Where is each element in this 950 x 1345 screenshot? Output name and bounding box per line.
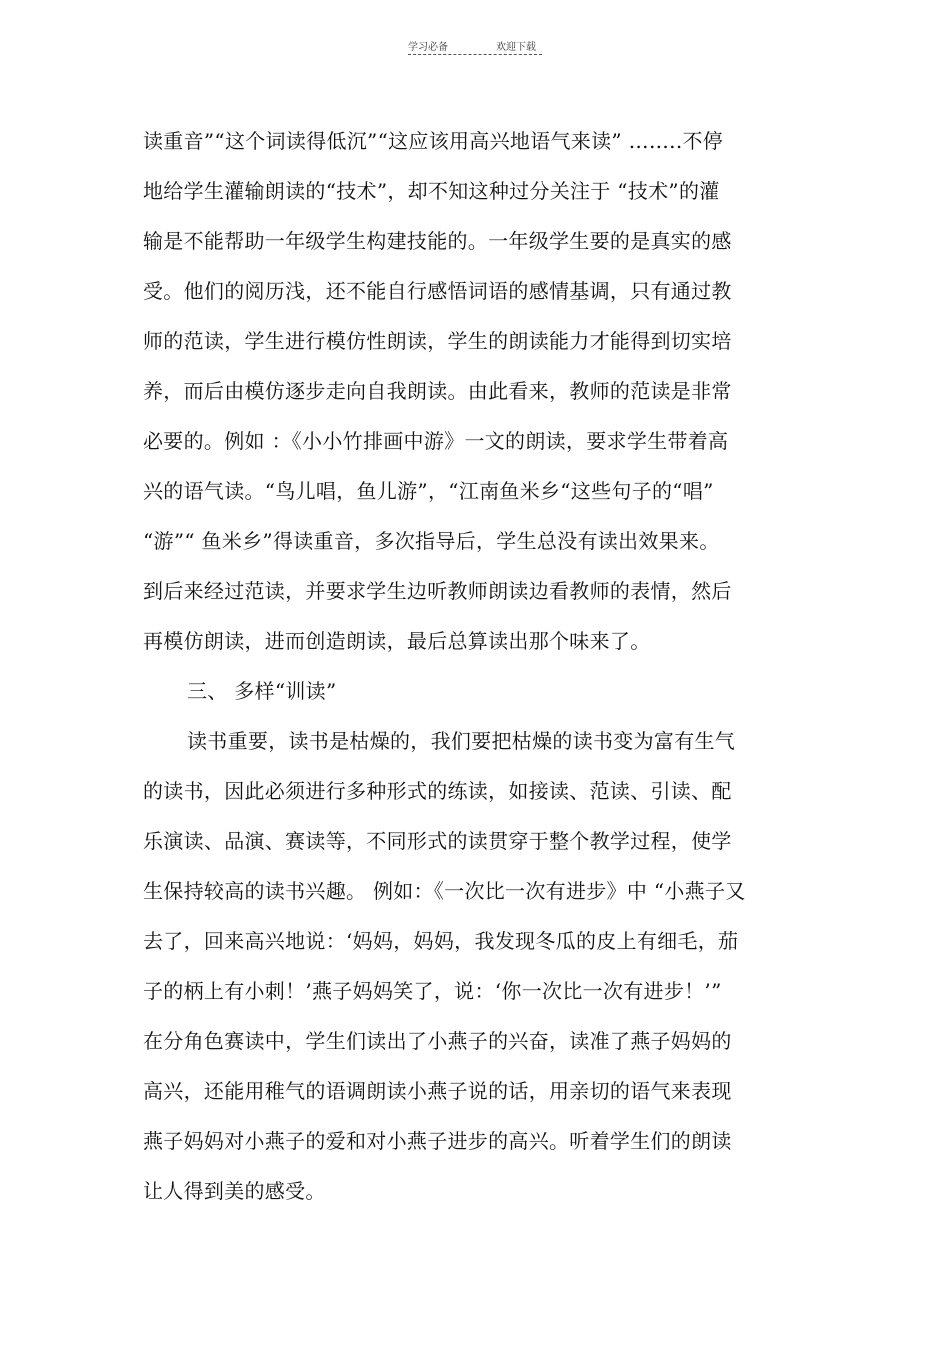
header-right-text: 欢迎下载 bbox=[496, 42, 536, 53]
text-line: 受。他们的阅历浅，还不能自行感悟词语的感情基调，只有通过教 bbox=[143, 279, 732, 303]
text-line: 读重音”“这个词读得低沉”“这应该用高兴地语气来读” ……..不停 bbox=[143, 129, 724, 153]
section-heading: 三、 多样“训读” bbox=[187, 679, 337, 703]
text-line: “游”“ 鱼米乡”得读重音，多次指导后，学生总没有读出效果来。 bbox=[143, 529, 720, 553]
text-line: 师的范读，学生进行模仿性朗读，学生的朗读能力才能得到切实培 bbox=[143, 329, 732, 353]
text-line: 高兴，还能用稚气的语调朗读小燕子说的话，用亲切的语气来表现 bbox=[143, 1079, 732, 1103]
text-line: 燕子妈妈对小燕子的爱和对小燕子进步的高兴。听着学生们的朗读 bbox=[143, 1129, 732, 1153]
text-line: 必要的。例如 ：《小小竹排画中游》一文的朗读，要求学生带着高 bbox=[143, 429, 729, 453]
text-line: 到后来经过范读，并要求学生边听教师朗读边看教师的表情，然后 bbox=[143, 579, 732, 603]
paragraph-first-line: 读书重要，读书是枯燥的，我们要把枯燥的读书变为富有生气 bbox=[187, 729, 736, 753]
text-line: 的读书，因此必须进行多种形式的练读，如接读、范读、引读、配 bbox=[143, 779, 732, 803]
page-header bbox=[408, 38, 544, 56]
text-line: 去了，回来高兴地说：‘妈妈，妈妈，我发现冬瓜的皮上有细毛，茄 bbox=[143, 929, 739, 953]
text-line: 兴的语气读。“鸟儿唱，鱼儿游”，“江南鱼米乡“这些句子的“唱” bbox=[143, 479, 714, 503]
document-body bbox=[143, 126, 803, 1226]
text-line: 子的柄上有小刺！’燕子妈妈笑了，说：‘你一次比一次有进步！’” bbox=[143, 979, 722, 1003]
text-line: 让人得到美的感受。 bbox=[143, 1179, 326, 1203]
text-line: 乐演读、品演、赛读等，不同形式的读贯穿于整个教学过程，使学 bbox=[143, 829, 732, 853]
text-line: 输是不能帮助一年级学生构建技能的。一年级学生要的是真实的感 bbox=[143, 229, 732, 253]
header-left-text: 学习必备 bbox=[408, 42, 448, 53]
text-line: 在分角色赛读中，学生们读出了小燕子的兴奋，读准了燕子妈妈的 bbox=[143, 1029, 732, 1053]
header-divider bbox=[408, 54, 542, 55]
text-line: 生保持较高的读书兴趣。 例如：《一次比一次有进步》中 “小燕子又 bbox=[143, 879, 746, 903]
text-line: 再模仿朗读，进而创造朗读，最后总算读出那个味来了。 bbox=[143, 629, 651, 653]
text-line: 地给学生灌输朗读的“技术”，却不知这种过分关注于 “技术”的灌 bbox=[143, 179, 720, 203]
text-line: 养，而后由模仿逐步走向自我朗读。由此看来，教师的范读是非常 bbox=[143, 379, 732, 403]
